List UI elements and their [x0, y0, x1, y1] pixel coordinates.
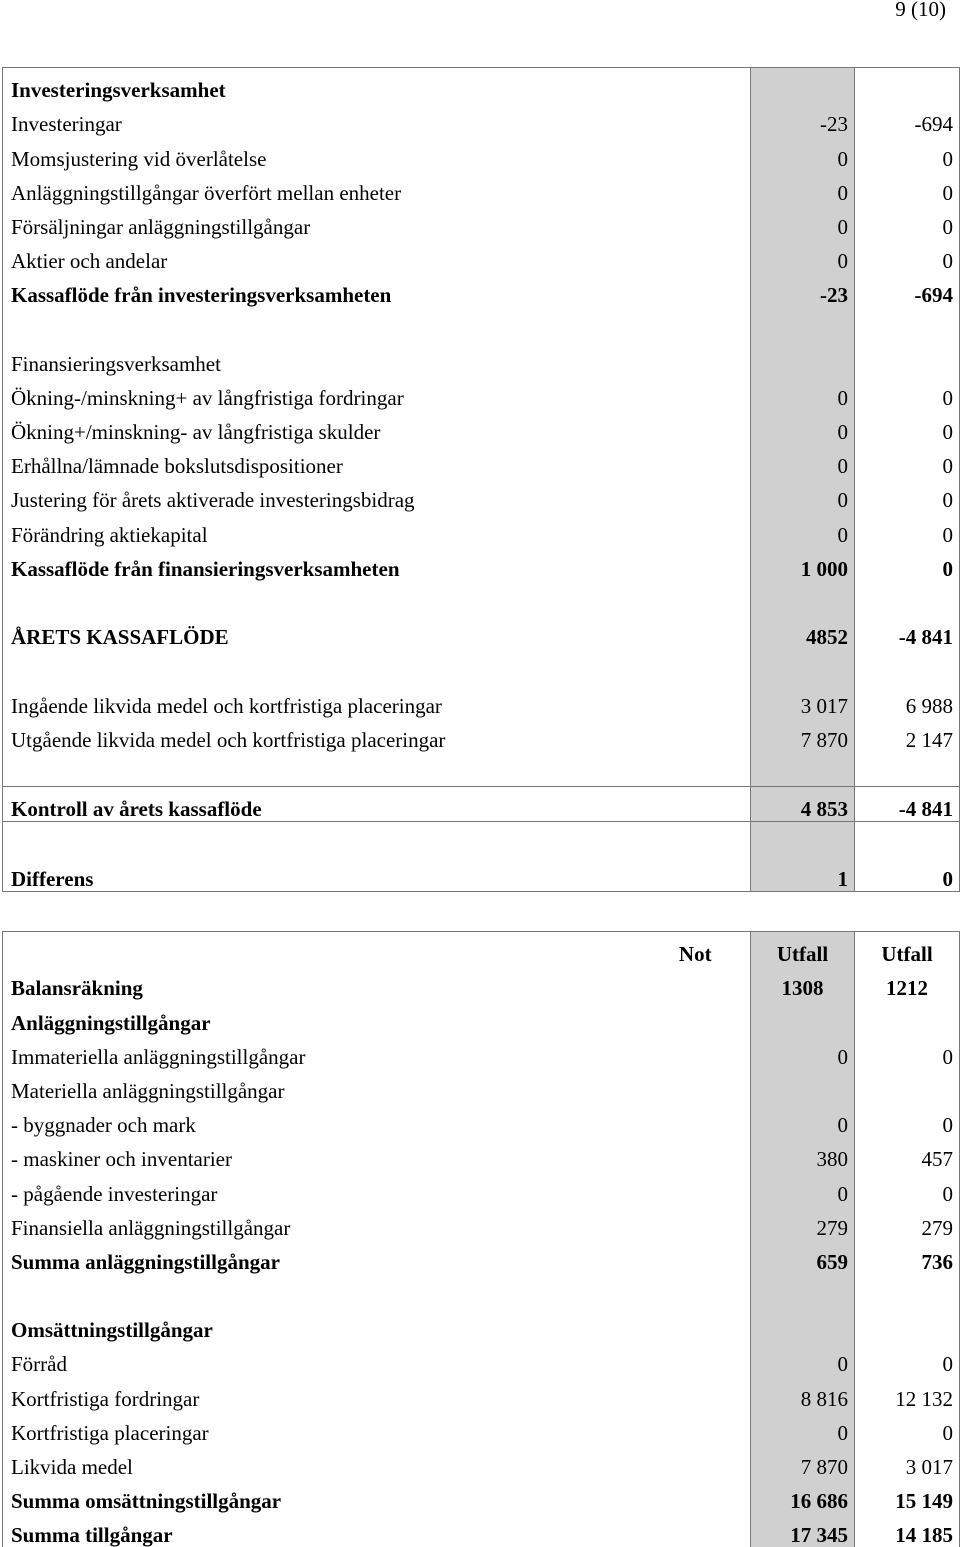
row-value-col2: 0 — [855, 205, 960, 239]
row-label: ÅRETS KASSAFLÖDE — [11, 625, 229, 650]
row-note — [641, 1479, 751, 1513]
row-value-col2: -694 — [855, 273, 960, 307]
row-note — [641, 1000, 751, 1034]
table-row — [3, 1000, 960, 1034]
table-row — [3, 273, 960, 307]
row-note — [641, 856, 751, 891]
table-row — [3, 581, 960, 615]
row-value-col2 — [855, 822, 960, 857]
row-label: Omsättningstillgångar — [11, 1318, 213, 1343]
row-value-col1: 0 — [751, 444, 855, 478]
row-note — [641, 342, 751, 376]
row-label: Kortfristiga fordringar — [11, 1386, 200, 1411]
row-value-col1: 0 — [751, 1342, 855, 1376]
balance-title: Balansräkning — [11, 976, 143, 1001]
row-label: Anläggningstillgångar — [11, 1010, 211, 1035]
balance-sheet-table — [2, 931, 960, 1547]
row-note — [641, 822, 751, 857]
row-value-col1 — [751, 581, 855, 615]
row-value-col1 — [751, 822, 855, 857]
row-label: Finansiella anläggningstillgångar — [11, 1215, 291, 1240]
row-note — [641, 239, 751, 273]
row-note — [641, 752, 751, 787]
table-row — [3, 171, 960, 205]
row-value-col1: 17 345 — [751, 1513, 855, 1547]
row-value-col2 — [855, 307, 960, 341]
row-label — [3, 1274, 641, 1308]
row-note — [641, 649, 751, 683]
row-value-col1: 7 870 — [751, 718, 855, 752]
table-row — [3, 1445, 960, 1479]
table-row — [3, 1069, 960, 1103]
table-row — [3, 683, 960, 717]
row-value-col1: -23 — [751, 273, 855, 307]
row-value-col2 — [855, 649, 960, 683]
row-note — [641, 1137, 751, 1171]
row-label — [3, 307, 641, 341]
table-row — [3, 102, 960, 136]
table-row — [3, 1274, 960, 1308]
row-label: Investeringsverksamhet — [11, 78, 226, 103]
row-value-col2: 2 147 — [855, 718, 960, 752]
row-value-col2: 0 — [855, 376, 960, 410]
row-label: Justering för årets aktiverade investeringsbidrag — [11, 488, 415, 513]
row-label: Ökning-/minskning+ av långfristiga fordringar — [11, 385, 404, 410]
row-value-col2: -4 841 — [855, 615, 960, 649]
row-note — [641, 1206, 751, 1240]
row-value-col1: 7 870 — [751, 1445, 855, 1479]
row-value-col1 — [751, 1308, 855, 1342]
table-row — [3, 1479, 960, 1513]
row-label: Finansieringsverksamhet — [11, 351, 221, 376]
row-value-col1: 0 — [751, 376, 855, 410]
table-row — [3, 752, 960, 787]
table-row — [3, 1103, 960, 1137]
table-row — [3, 649, 960, 683]
balance-header-row-1 — [3, 932, 960, 967]
row-value-col2 — [855, 342, 960, 376]
row-note — [641, 1240, 751, 1274]
row-value-col2: 0 — [855, 136, 960, 170]
row-note — [641, 683, 751, 717]
row-note — [641, 1376, 751, 1410]
row-value-col1: 0 — [751, 410, 855, 444]
row-note — [641, 581, 751, 615]
row-value-col2: 0 — [855, 512, 960, 546]
row-value-col1: 0 — [751, 136, 855, 170]
row-label: Kortfristiga placeringar — [11, 1420, 209, 1445]
row-label: Erhållna/lämnade bokslutsdispositioner — [11, 454, 343, 479]
row-label: Differens — [11, 866, 94, 891]
row-value-col1: 0 — [751, 1171, 855, 1205]
row-value-col1: 16 686 — [751, 1479, 855, 1513]
table-row — [3, 205, 960, 239]
row-note — [641, 273, 751, 307]
row-value-col1 — [751, 1000, 855, 1034]
table-row — [3, 856, 960, 891]
row-label: Förråd — [11, 1352, 67, 1377]
row-value-col1: 380 — [751, 1137, 855, 1171]
row-value-col1 — [751, 1069, 855, 1103]
row-note — [641, 1513, 751, 1547]
row-value-col1: 8 816 — [751, 1376, 855, 1410]
row-label: Anläggningstillgångar överfört mellan enheter — [11, 180, 402, 205]
row-label: Momsjustering vid överlåtelse — [11, 146, 267, 171]
header-not: Not — [678, 942, 712, 967]
row-note — [641, 68, 751, 103]
row-value-col1 — [751, 1274, 855, 1308]
table-row — [3, 410, 960, 444]
row-value-col1 — [751, 752, 855, 787]
table-row — [3, 1513, 960, 1547]
row-label — [3, 752, 641, 787]
row-note — [641, 307, 751, 341]
row-value-col2: 736 — [855, 1240, 960, 1274]
row-note — [641, 1035, 751, 1069]
row-note — [641, 376, 751, 410]
row-note — [641, 786, 751, 821]
row-value-col2 — [855, 68, 960, 103]
row-label: Summa omsättningstillgångar — [11, 1489, 282, 1514]
row-value-col1 — [751, 307, 855, 341]
row-label — [3, 581, 641, 615]
row-value-col2: 0 — [855, 410, 960, 444]
row-label: Ökning+/minskning- av långfristiga skulder — [11, 420, 381, 445]
header-col1-line1: Utfall — [751, 932, 855, 967]
header-spacer — [3, 932, 641, 967]
table-row — [3, 1376, 960, 1410]
row-value-col1: 1 — [751, 856, 855, 891]
row-note — [641, 615, 751, 649]
table-row — [3, 68, 960, 103]
row-value-col2: 15 149 — [855, 1479, 960, 1513]
header-col2-line1: Utfall — [855, 932, 960, 967]
page-number: 9 (10) — [895, 0, 946, 21]
row-note — [641, 171, 751, 205]
balance-header-row-2 — [3, 966, 960, 1000]
row-label: - byggnader och mark — [11, 1113, 196, 1138]
row-note — [641, 1069, 751, 1103]
table-row — [3, 1411, 960, 1445]
row-value-col2: 0 — [855, 1103, 960, 1137]
row-note — [641, 1411, 751, 1445]
row-value-col1: 1 000 — [751, 547, 855, 581]
row-label: Summa anläggningstillgångar — [11, 1249, 280, 1274]
row-label — [3, 649, 641, 683]
row-value-col2: -694 — [855, 102, 960, 136]
table-row — [3, 1035, 960, 1069]
header-col1-line2: 1308 — [751, 966, 855, 1000]
row-value-col1: 4 853 — [751, 786, 855, 821]
table-row — [3, 1171, 960, 1205]
row-note — [641, 410, 751, 444]
row-value-col1: 0 — [751, 1411, 855, 1445]
table-row — [3, 239, 960, 273]
row-value-col2: 0 — [855, 1035, 960, 1069]
row-value-col2: 0 — [855, 547, 960, 581]
row-value-col1: 0 — [751, 1103, 855, 1137]
row-value-col2: 14 185 — [855, 1513, 960, 1547]
row-label: Kontroll av årets kassaflöde — [3, 786, 641, 821]
row-value-col2: 0 — [855, 478, 960, 512]
row-label: Likvida medel — [11, 1455, 133, 1479]
row-label: Investeringar — [11, 112, 122, 137]
table-row — [3, 1137, 960, 1171]
row-value-col1: 0 — [751, 478, 855, 512]
row-value-col2 — [855, 1000, 960, 1034]
row-value-col2: 0 — [855, 856, 960, 891]
table-row — [3, 615, 960, 649]
row-value-col2: 6 988 — [855, 683, 960, 717]
row-value-col2: 12 132 — [855, 1376, 960, 1410]
row-value-col1: 0 — [751, 1035, 855, 1069]
row-value-col2: 0 — [855, 1342, 960, 1376]
row-value-col1: 0 — [751, 171, 855, 205]
row-label: Försäljningar anläggningstillgångar — [11, 214, 311, 239]
row-value-col1 — [751, 649, 855, 683]
header-not-empty — [641, 966, 751, 1000]
table-row — [3, 342, 960, 376]
row-value-col2: 0 — [855, 444, 960, 478]
table-row — [3, 547, 960, 581]
row-label: Förändring aktiekapital — [11, 522, 208, 547]
row-label — [3, 822, 641, 857]
row-note — [641, 1274, 751, 1308]
row-note — [641, 1308, 751, 1342]
row-value-col1: 4852 — [751, 615, 855, 649]
row-value-col2 — [855, 581, 960, 615]
row-note — [641, 1103, 751, 1137]
row-value-col1: -23 — [751, 102, 855, 136]
table-row — [3, 444, 960, 478]
table-row — [3, 718, 960, 752]
table-row — [3, 1206, 960, 1240]
table-row — [3, 1342, 960, 1376]
row-note — [641, 1445, 751, 1479]
row-label: Kassaflöde från finansieringsverksamheten — [11, 556, 400, 581]
row-note — [641, 478, 751, 512]
row-note — [641, 102, 751, 136]
row-value-col1: 0 — [751, 205, 855, 239]
row-label: Aktier och andelar — [11, 249, 168, 274]
row-note — [641, 444, 751, 478]
row-value-col2: 0 — [855, 1411, 960, 1445]
row-note — [641, 205, 751, 239]
row-value-col1: 279 — [751, 1206, 855, 1240]
row-value-col2: 3 017 — [855, 1445, 960, 1479]
row-value-col2: 0 — [855, 1171, 960, 1205]
row-note — [641, 136, 751, 170]
row-label: Ingående likvida medel och kortfristiga placeringar — [11, 693, 442, 718]
header-col2-line2: 1212 — [855, 966, 960, 1000]
row-value-col2: 0 — [855, 171, 960, 205]
table-row — [3, 822, 960, 857]
row-value-col1: 0 — [751, 239, 855, 273]
row-value-col1 — [751, 68, 855, 103]
table-row — [3, 136, 960, 170]
table-row — [3, 786, 960, 821]
table-row — [3, 512, 960, 546]
row-label: - maskiner och inventarier — [11, 1147, 232, 1172]
row-value-col2: -4 841 — [855, 786, 960, 821]
row-value-col1: 659 — [751, 1240, 855, 1274]
table-row — [3, 478, 960, 512]
table-row — [3, 376, 960, 410]
table-row — [3, 1308, 960, 1342]
row-note — [641, 1171, 751, 1205]
row-note — [641, 512, 751, 546]
row-note — [641, 718, 751, 752]
row-value-col1 — [751, 342, 855, 376]
row-label: Materiella anläggningstillgångar — [11, 1078, 285, 1103]
row-label: Utgående likvida medel och kortfristiga placeringar — [11, 727, 446, 752]
row-value-col2 — [855, 1274, 960, 1308]
cashflow-table — [2, 67, 960, 892]
row-label: Summa tillgångar — [11, 1523, 173, 1547]
row-label: - pågående investeringar — [11, 1181, 218, 1206]
row-value-col2: 457 — [855, 1137, 960, 1171]
row-value-col1: 0 — [751, 512, 855, 546]
row-note — [641, 1342, 751, 1376]
row-value-col1: 3 017 — [751, 683, 855, 717]
row-value-col2: 279 — [855, 1206, 960, 1240]
table-row — [3, 307, 960, 341]
row-label: Immateriella anläggningstillgångar — [11, 1044, 306, 1069]
row-label: Kassaflöde från investeringsverksamheten — [11, 283, 392, 308]
row-value-col2 — [855, 1308, 960, 1342]
row-value-col2: 0 — [855, 239, 960, 273]
row-value-col2 — [855, 1069, 960, 1103]
table-row — [3, 1240, 960, 1274]
row-note — [641, 547, 751, 581]
row-value-col2 — [855, 752, 960, 787]
